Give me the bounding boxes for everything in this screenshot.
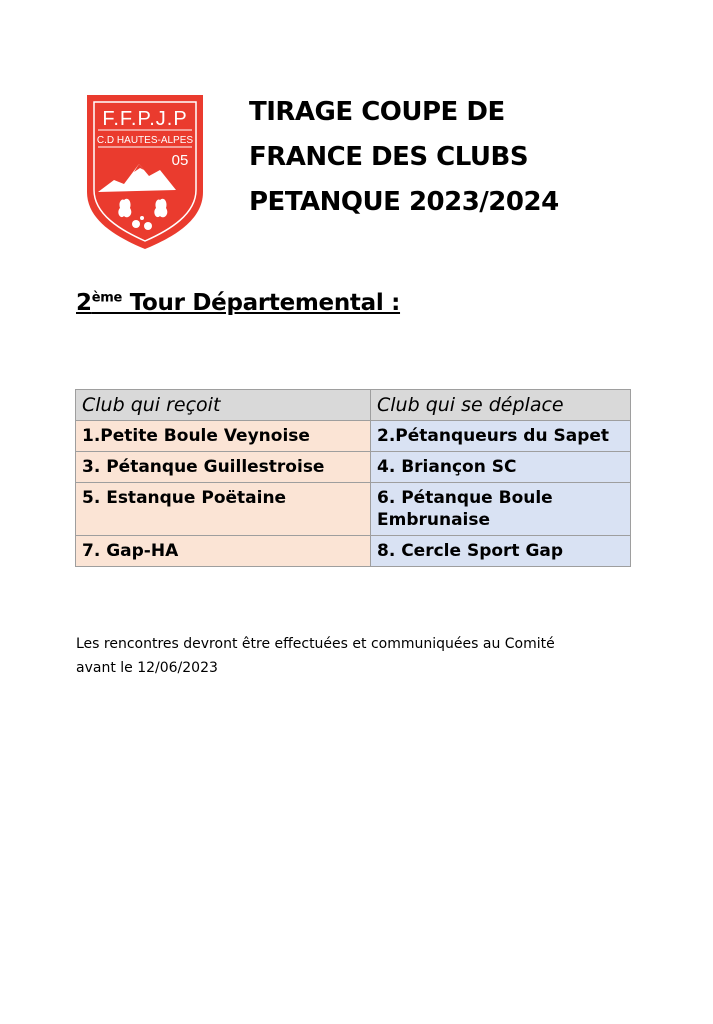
title-line1: TIRAGE COUPE DE — [249, 97, 505, 127]
away-club-cell: 2.Pétanqueurs du Sapet — [371, 421, 631, 452]
round-number: 2 — [76, 290, 92, 316]
home-club-cell: 1.Petite Boule Veynoise — [76, 421, 371, 452]
draw-table — [75, 389, 631, 567]
logo-line3: 05 — [171, 152, 189, 169]
away-club-cell: 4. Briançon SC — [371, 452, 631, 483]
ffpjp-logo — [84, 92, 206, 252]
logo-line1: F.F.P.J.P — [102, 108, 188, 130]
header-home-club: Club qui reçoit — [76, 390, 371, 421]
round-text: Tour Départemental : — [122, 290, 401, 316]
round-heading — [76, 290, 400, 316]
document-title — [249, 90, 669, 225]
table-row — [76, 536, 631, 567]
note-line2: avant le 12/06/2023 — [76, 660, 218, 676]
round-suffix: ème — [91, 290, 122, 306]
table-row — [76, 452, 631, 483]
home-club-cell: 5. Estanque Poëtaine — [76, 483, 371, 536]
home-club-cell: 7. Gap-HA — [76, 536, 371, 567]
note-line1: Les rencontres devront être effectuées et communiquées au Comité — [76, 636, 555, 652]
table-row — [76, 421, 631, 452]
title-line2: FRANCE DES CLUBS — [249, 142, 529, 172]
away-club-cell: 8. Cercle Sport Gap — [371, 536, 631, 567]
table-row — [76, 483, 631, 536]
boules-player-icon — [118, 199, 131, 218]
home-club-cell: 3. Pétanque Guillestroise — [76, 452, 371, 483]
away-club-cell: 6. Pétanque Boule Embrunaise — [371, 483, 631, 536]
title-line3: PETANQUE 2023/2024 — [249, 187, 559, 217]
logo-line2: C.D HAUTES-ALPES — [96, 135, 194, 146]
header-away-club: Club qui se déplace — [371, 390, 631, 421]
table-header-row — [76, 390, 631, 421]
deadline-note — [76, 632, 656, 680]
